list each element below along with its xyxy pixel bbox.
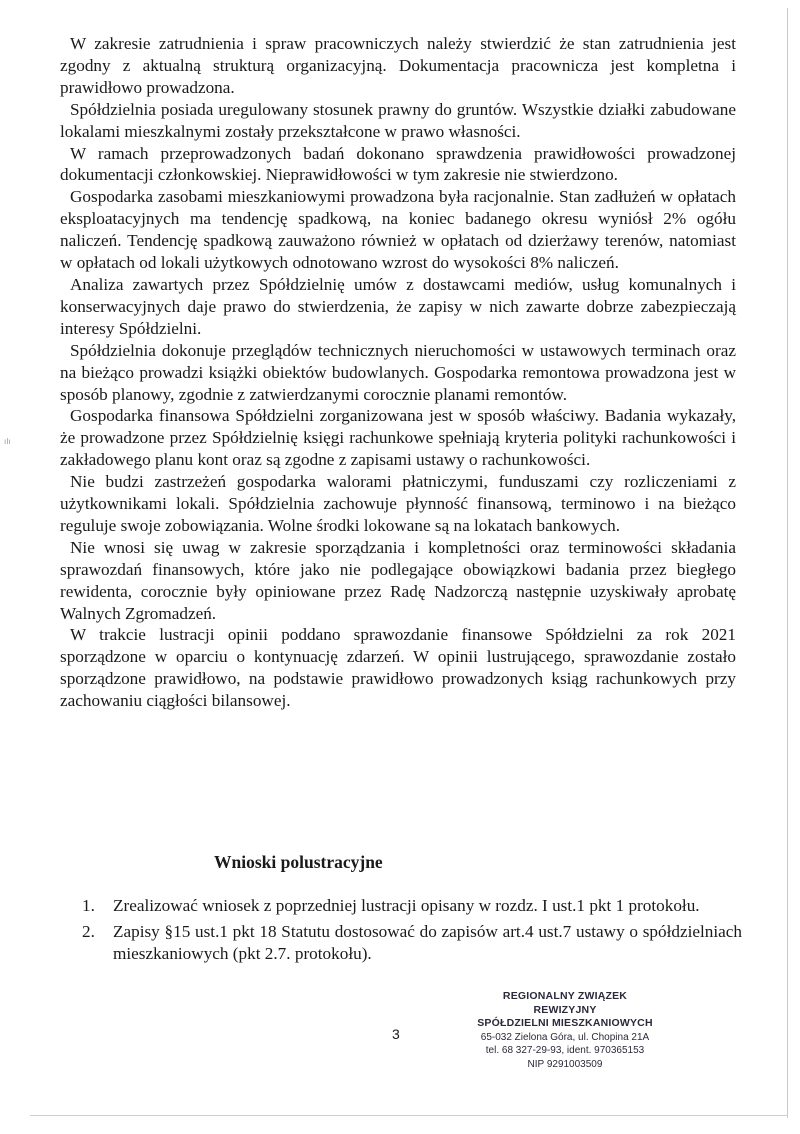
paragraph-technical: Spółdzielnia dokonuje przeglądów technicznych nieruchomości w ustawowych terminach oraz na bieżąco prowadzi książki obiektów budowlanych. Gospodarka remontowa prowadzona jest w sposób planowy, zgodnie z zatwierdzanymi corocznie planami remontów. xyxy=(60,340,736,404)
paragraph-contracts: Analiza zawartych przez Spółdzielnię umów z dostawcami mediów, usług komunalnych i konserwacyjnych daje prawo do stwierdzenia, że zapisy w nich zawarte dobrze zabezpieczają interesy Spółdzielni. xyxy=(60,274,736,338)
page-number: 3 xyxy=(392,1026,400,1042)
paragraph-liquidity: Nie budzi zastrzeżeń gospodarka walorami płatniczymi, funduszami czy rozliczeniami z użytkownikami lokali. Spółdzielnia zachowuje płynność finansową, terminowo i na bieżąco reguluje swoje zobowiązania. Wolne środki lokowane są na lokatach bankowych. xyxy=(60,472,736,535)
margin-scan-mark: ılı xyxy=(4,437,11,446)
conclusions-list xyxy=(82,895,742,969)
page-edge-right xyxy=(787,8,788,1118)
report-body xyxy=(60,33,736,712)
paragraph-housing: Gospodarka zasobami mieszkaniowymi prowadzona była racjonalnie. Stan zadłużeń w opłatach eksploatacyjnych ma tendencję spadkową, na koniec badanego okresu wyniósł 2% ogółu naliczeń. Tendencję spadkową zauważono również w opłatach od dzierżawy terenów, natomiast w opłatach od lokali użytkowych odnotowano wzrost do wysokości 8% naliczeń. xyxy=(60,187,736,273)
organization-stamp xyxy=(470,990,660,1071)
page-edge-bottom xyxy=(30,1115,788,1116)
paragraph-reporting: Nie wnosi się uwag w zakresie sporządzania i kompletności oraz terminowości składania sprawozdań finansowych, które jako nie podlegające obowiązkowi badania przez biegłego rewidenta, corocznie były opiniowane przez Radę Nadzorczą następnie uzyskiwały aprobatę Walnych Zgromadzeń. xyxy=(60,537,736,623)
list-item-number: 2. xyxy=(82,922,95,941)
list-item xyxy=(82,921,742,965)
stamp-line-nip: NIP 9291003509 xyxy=(527,1058,603,1070)
paragraph-employment: W zakresie zatrudnienia i spraw pracowniczych należy stwierdzić że stan zatrudnienia jest zgodny z aktualną strukturą organizacyjną. Dokumentacja pracownicza jest kompletna i prawidłowo prowadzona. xyxy=(60,34,736,97)
list-item-text: Zapisy §15 ust.1 pkt 18 Statutu dostosować do zapisów art.4 ust.7 ustawy o spółdzielniach mieszkaniowych (pkt 2.7. protokołu). xyxy=(113,922,742,963)
list-item-number: 1. xyxy=(82,896,95,915)
conclusions-heading: Wnioski polustracyjne xyxy=(214,852,383,872)
stamp-line-phone: tel. 68 327-29-93, ident. 970365153 xyxy=(485,1045,645,1056)
paragraph-membership: W ramach przeprowadzonych badań dokonano sprawdzenia prawidłowości prowadzonej dokumentacji członkowskiej. Nieprawidłowości w tym zakresie nie stwierdzono. xyxy=(60,143,736,185)
stamp-line-cooperatives: SPÓŁDZIELNI MIESZKANIOWYCH xyxy=(477,1017,653,1029)
paragraph-opinion: W trakcie lustracji opinii poddano sprawozdanie finansowe Spółdzielni za rok 2021 sporządzone w oparciu o kontynuację zdarzeń. W opinii lustrującego, sprawozdanie zostało sporządzone prawidłowo, na podstawie prawidłowo prowadzonych ksiąg rachunkowych przy zachowaniu ciągłości bilansowej. xyxy=(60,625,736,711)
stamp-line-address: 65-032 Zielona Góra, ul. Chopina 21A xyxy=(480,1031,650,1043)
paragraph-finance: Gospodarka finansowa Spółdzielni zorganizowana jest w sposób właściwy. Badania wykazały, że prowadzone przez Spółdzielnię księgi rachunkowe spełniają kryteria polityki rachunkowości i zakładowego planu kont oraz są zgodne z zapisami ustawy o rachunkowości. xyxy=(60,406,736,470)
list-item-text: Zrealizować wniosek z poprzedniej lustracji opisany w rozdz. I ust.1 pkt 1 protokołu. xyxy=(113,896,700,915)
list-item xyxy=(82,895,742,917)
paragraph-land: Spółdzielnia posiada uregulowany stosunek prawny do gruntów. Wszystkie działki zabudowane lokalami mieszkalnymi zostały przekształcone w prawo własności. xyxy=(60,99,736,141)
stamp-line-organization: REGIONALNY ZWIĄZEK REWIZYJNY xyxy=(502,990,628,1016)
